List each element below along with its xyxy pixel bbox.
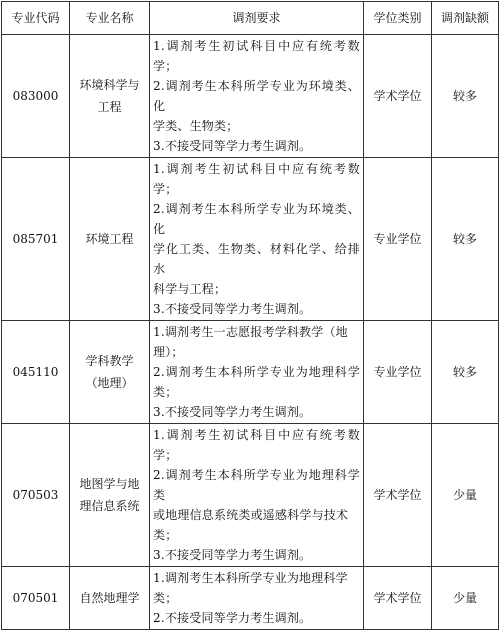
header-row (2, 2, 499, 35)
requirements: 1.调剂考生初试科目中应有统考数学； 2.调剂考生本科所学专业为地理科学类 或地理信息系统类或遥感科学与技术 类； 3.不接受同等学力考生调剂。 (150, 424, 364, 567)
header-quota: 调剂缺额 (432, 2, 499, 35)
table-row (2, 35, 499, 158)
major-name: 地图学与地 理信息系统 (70, 424, 150, 567)
requirements: 1.调剂考生初试科目中应有统考数学； 2.调剂考生本科所学专业为环境类、化 学化工类、生物类、材料化学、给排水 科学与工程； 3.不接受同等学力考生调剂。 (150, 158, 364, 321)
major-name: 环境工程 (70, 158, 150, 321)
major-name: 学科教学 （地理） (70, 321, 150, 424)
quota: 少量 (432, 567, 499, 630)
header-degree: 学位类别 (364, 2, 432, 35)
degree-type: 学术学位 (364, 35, 432, 158)
requirements: 1.调剂考生一志愿报考学科教学（地 理）； 2.调剂考生本科所学专业为地理科学类； 3.不接受同等学力考生调剂。 (150, 321, 364, 424)
header-code: 专业代码 (2, 2, 70, 35)
adjustment-table (1, 1, 499, 630)
major-code: 085701 (2, 158, 70, 321)
header-requirements: 调剂要求 (150, 2, 364, 35)
degree-type: 专业学位 (364, 158, 432, 321)
major-code: 045110 (2, 321, 70, 424)
major-name: 自然地理学 (70, 567, 150, 630)
table-row (2, 567, 499, 630)
table-row (2, 424, 499, 567)
quota: 较多 (432, 158, 499, 321)
quota: 较多 (432, 35, 499, 158)
requirements: 1.调剂考生本科所学专业为地理科学 类； 2.不接受同等学力考生调剂。 (150, 567, 364, 630)
header-name: 专业名称 (70, 2, 150, 35)
major-name: 环境科学与 工程 (70, 35, 150, 158)
table-row (2, 321, 499, 424)
major-code: 083000 (2, 35, 70, 158)
quota: 较多 (432, 321, 499, 424)
major-code: 070503 (2, 424, 70, 567)
degree-type: 学术学位 (364, 424, 432, 567)
degree-type: 专业学位 (364, 321, 432, 424)
requirements: 1.调剂考生初试科目中应有统考数学； 2.调剂考生本科所学专业为环境类、化 学类、生物类； 3.不接受同等学力考生调剂。 (150, 35, 364, 158)
table-row (2, 158, 499, 321)
major-code: 070501 (2, 567, 70, 630)
quota: 少量 (432, 424, 499, 567)
degree-type: 学术学位 (364, 567, 432, 630)
